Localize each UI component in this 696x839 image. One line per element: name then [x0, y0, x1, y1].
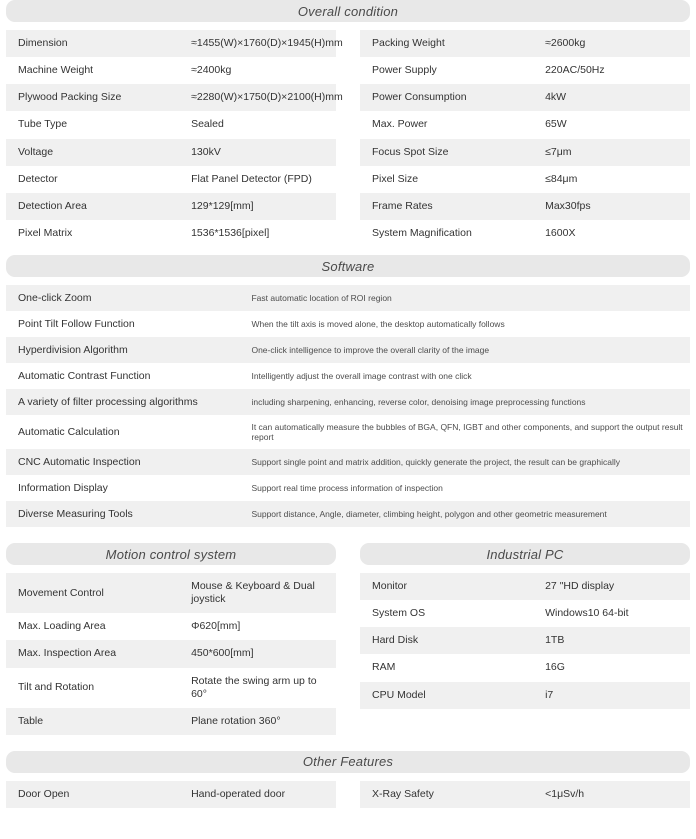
- row-value: When the tilt axis is moved alone, the desktop automatically follows: [251, 319, 505, 329]
- section-title: Other Features: [302, 754, 394, 770]
- table-row: [360, 57, 690, 84]
- row-key: One-click Zoom: [6, 285, 239, 311]
- row-key: Frame Rates: [360, 193, 533, 220]
- row-key: Detection Area: [6, 193, 179, 220]
- row-value: i7: [533, 682, 690, 709]
- table-row: [360, 220, 690, 247]
- row-key: System OS: [372, 607, 426, 620]
- row-key: Point Tilt Follow Function: [18, 318, 135, 330]
- row-value: Intelligently adjust the overall image contrast with one click: [251, 371, 472, 381]
- row-value: Rotate the swing arm up to 60°: [191, 674, 317, 700]
- row-value: Sealed: [191, 118, 224, 131]
- row-key: Dimension: [6, 30, 179, 57]
- section-title: Software: [321, 258, 375, 274]
- table-row: [360, 654, 690, 681]
- row-value: 65W: [545, 118, 567, 131]
- row-key: X-Ray Safety: [360, 781, 533, 808]
- table-row: [360, 139, 690, 166]
- row-key: Voltage: [6, 139, 179, 166]
- row-value: ≤7μm: [533, 139, 690, 166]
- row-value: including sharpening, enhancing, reverse color, denoising image preprocessing functions: [239, 389, 690, 415]
- row-value: Hand-operated door: [179, 781, 336, 808]
- row-key: Packing Weight: [360, 30, 533, 57]
- section-header-industrial-pc: [360, 543, 690, 565]
- table-row: [6, 311, 690, 337]
- table-row: [6, 613, 336, 640]
- section-header-overall-condition: [6, 0, 690, 22]
- row-value: Flat Panel Detector (FPD): [191, 172, 312, 185]
- row-key: Max. Loading Area: [18, 620, 106, 633]
- section-header-software: [6, 255, 690, 277]
- table-row: [6, 139, 336, 166]
- row-value: Max30fps: [533, 193, 690, 220]
- table-row: [6, 30, 336, 57]
- row-value: 1TB: [533, 627, 690, 654]
- table-row: [360, 573, 690, 600]
- table-row: [360, 166, 690, 193]
- table-row: [360, 781, 690, 808]
- table-row: [6, 166, 336, 193]
- table-row: [360, 30, 690, 57]
- row-value: It can automatically measure the bubbles of BGA, QFN, IGBT and other components, and support the output result report: [251, 422, 683, 442]
- other-features-left-table: [6, 781, 336, 808]
- table-row: [360, 682, 690, 709]
- row-value: Mouse & Keyboard & Dual joystick: [179, 573, 336, 613]
- row-key: Tube Type: [18, 118, 68, 131]
- table-row: [6, 668, 336, 708]
- row-key: Door Open: [6, 781, 179, 808]
- table-row: [6, 640, 336, 667]
- row-key: Information Display: [18, 482, 108, 494]
- row-key: Pixel Matrix: [18, 226, 73, 239]
- row-key: System Magnification: [372, 226, 472, 239]
- section-title: Overall condition: [297, 3, 399, 19]
- row-value: ≈2400kg: [191, 64, 232, 77]
- table-row: [6, 415, 690, 449]
- overall-condition-right-column: [360, 30, 690, 247]
- overall-condition-left-table: [6, 30, 343, 247]
- section-header-motion-control-system: [6, 543, 336, 565]
- section-title: Industrial PC: [486, 546, 564, 562]
- row-value: ≈2600kg: [533, 30, 690, 57]
- table-row: [6, 111, 336, 138]
- table-row: [360, 600, 690, 627]
- row-key: Hyperdivision Algorithm: [6, 337, 239, 363]
- row-key: Max. Power: [372, 118, 428, 131]
- table-row: [360, 111, 690, 138]
- table-row: [6, 781, 336, 808]
- row-key: RAM: [372, 661, 396, 674]
- table-row: [6, 285, 690, 311]
- row-key: Machine Weight: [18, 64, 94, 77]
- row-key: CPU Model: [360, 682, 533, 709]
- row-value: Windows10 64-bit: [545, 607, 629, 620]
- row-value: Support single point and matrix addition, quickly generate the project, the result can be graphically: [239, 449, 690, 475]
- section-header-other-features: [6, 751, 690, 773]
- table-row: [6, 501, 690, 527]
- other-features-columns: [6, 781, 690, 808]
- industrial-pc-table: [360, 573, 690, 709]
- software-table: [6, 285, 690, 527]
- row-key: Tilt and Rotation: [18, 681, 95, 694]
- overall-condition-columns: [6, 30, 690, 247]
- table-row: [6, 475, 690, 501]
- other-features-left-column: [6, 781, 336, 808]
- row-value: Support distance, Angle, diameter, climbing height, polygon and other geometric measurement: [239, 501, 690, 527]
- row-value: 4kW: [533, 84, 690, 111]
- row-value: 1600X: [545, 226, 576, 239]
- row-key: Power Supply: [372, 64, 437, 77]
- row-value: ≤84μm: [545, 172, 578, 185]
- row-key: Detector: [18, 172, 58, 185]
- row-value: Support real time process information of inspection: [251, 483, 443, 493]
- row-key: A variety of filter processing algorithms: [6, 389, 239, 415]
- table-row: [6, 573, 336, 613]
- row-value: ≈1455(W)×1760(D)×1945(H)mm: [179, 30, 336, 57]
- row-value: Fast automatic location of ROI region: [239, 285, 690, 311]
- overall-condition-left-column: [6, 30, 343, 247]
- section-title: Motion control system: [105, 546, 237, 562]
- row-key: Table: [6, 708, 179, 735]
- row-value: 129*129[mm]: [179, 193, 336, 220]
- row-key: Pixel Size: [372, 172, 419, 185]
- row-key: Movement Control: [6, 573, 179, 613]
- row-value: 16G: [545, 661, 565, 674]
- overall-condition-right-table: [360, 30, 690, 247]
- row-key: Power Consumption: [360, 84, 533, 111]
- table-row: [6, 389, 690, 415]
- row-key: Hard Disk: [360, 627, 533, 654]
- table-row: [6, 220, 336, 247]
- table-row: [6, 337, 690, 363]
- row-key: Focus Spot Size: [360, 139, 533, 166]
- table-row: [360, 627, 690, 654]
- table-row: [6, 84, 336, 111]
- row-key: Automatic Contrast Function: [18, 370, 151, 382]
- row-value: 130kV: [179, 139, 336, 166]
- row-value: 27 "HD display: [533, 573, 690, 600]
- table-row: [6, 193, 336, 220]
- row-value: Plane rotation 360°: [179, 708, 336, 735]
- motion-control-column: [6, 573, 336, 735]
- row-value: 1536*1536[pixel]: [191, 226, 270, 239]
- row-value: Φ620[mm]: [191, 620, 241, 633]
- industrial-pc-column: [360, 573, 690, 735]
- row-value: One-click intelligence to improve the overall clarity of the image: [239, 337, 690, 363]
- table-row: [6, 57, 336, 84]
- row-value: ≈2280(W)×1750(D)×2100(H)mm: [179, 84, 336, 111]
- other-features-right-column: [360, 781, 690, 808]
- motion-and-pc-columns: [6, 573, 690, 735]
- row-key: Max. Inspection Area: [6, 640, 179, 667]
- other-features-right-table: [360, 781, 690, 808]
- section-header-row: [6, 543, 690, 565]
- table-row: [6, 363, 690, 389]
- row-key: Automatic Calculation: [18, 426, 120, 438]
- table-row: [360, 193, 690, 220]
- row-key: Diverse Measuring Tools: [6, 501, 239, 527]
- table-row: [360, 84, 690, 111]
- motion-control-table: [6, 573, 336, 735]
- table-row: [6, 708, 336, 735]
- row-value: 220AC/50Hz: [545, 64, 605, 77]
- row-key: Plywood Packing Size: [6, 84, 179, 111]
- row-value: <1μSv/h: [533, 781, 690, 808]
- table-row: [6, 449, 690, 475]
- row-key: CNC Automatic Inspection: [6, 449, 239, 475]
- row-key: Monitor: [360, 573, 533, 600]
- row-value: 450*600[mm]: [179, 640, 336, 667]
